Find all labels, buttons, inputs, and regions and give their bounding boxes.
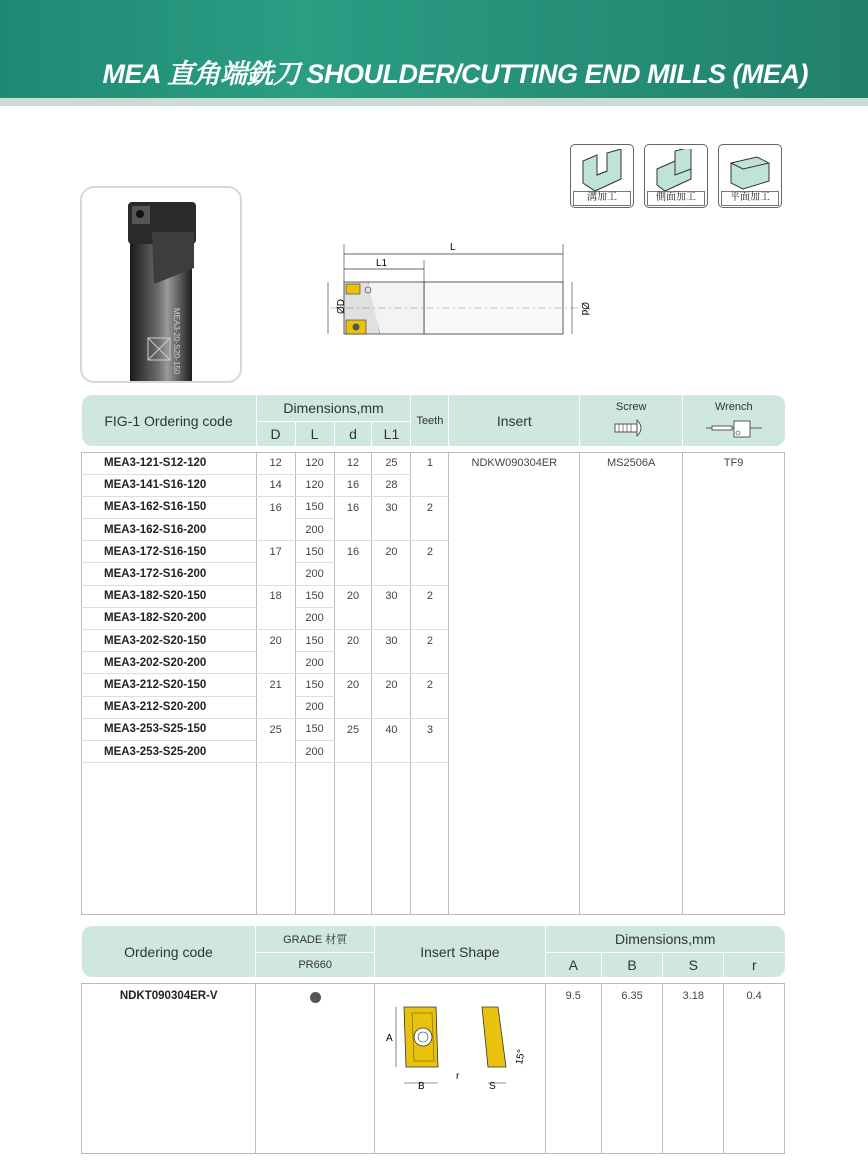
col-wrench xyxy=(683,395,785,446)
insert-shape-drawing xyxy=(376,985,544,1147)
table-row xyxy=(82,630,785,652)
cell-insert xyxy=(449,541,580,563)
cell-D: 20 xyxy=(256,630,295,652)
wrench-icon xyxy=(704,417,764,439)
cell-wrench: TF9 xyxy=(683,452,785,474)
table-row xyxy=(82,652,785,674)
table-row xyxy=(82,740,785,762)
insert-table-header xyxy=(82,926,785,983)
header-divider xyxy=(0,98,868,106)
cell-L1: 30 xyxy=(372,585,411,607)
dim-d-label: Ød xyxy=(579,302,590,316)
ordering-code: MEA3-162-S16-200 xyxy=(82,519,257,541)
cell-L: 150 xyxy=(295,630,334,652)
badge-label: 平面加工 xyxy=(721,191,779,206)
cell-L1 xyxy=(372,696,411,718)
col-insert-ordering-code: Ordering code xyxy=(82,926,256,977)
cell-insert xyxy=(449,474,580,496)
cell-screw xyxy=(580,740,683,762)
cell-d: 16 xyxy=(334,496,372,518)
col-teeth: Teeth xyxy=(411,395,449,446)
col-screw xyxy=(580,395,683,446)
cell-wrench xyxy=(683,652,785,674)
cell-wrench xyxy=(683,740,785,762)
cell-D: 21 xyxy=(256,674,295,696)
cell-insert: NDKW090304ER xyxy=(449,452,580,474)
table-row xyxy=(82,585,785,607)
cell-teeth xyxy=(411,607,449,629)
insert-table-body xyxy=(82,983,785,1153)
shape-label-A: A xyxy=(385,1032,393,1044)
cell-d xyxy=(334,519,372,541)
cell-L: 200 xyxy=(295,740,334,762)
cell-insert xyxy=(449,652,580,674)
ordering-code: MEA3-182-S20-150 xyxy=(82,585,257,607)
cell-teeth: 2 xyxy=(411,674,449,696)
ordering-code: MEA3-212-S20-200 xyxy=(82,696,257,718)
cell-screw xyxy=(580,607,683,629)
cell-wrench xyxy=(683,474,785,496)
end-mill-table xyxy=(81,395,785,915)
insert-code: NDKT090304ER-V xyxy=(82,983,256,1153)
cell-L1 xyxy=(372,519,411,541)
col-grade: GRADE 材質 xyxy=(256,926,374,952)
ordering-code: MEA3-202-S20-200 xyxy=(82,652,257,674)
cell-d: 16 xyxy=(334,474,372,496)
cell-L1: 40 xyxy=(372,718,411,740)
face-machining-icon xyxy=(725,149,777,195)
cell-L: 150 xyxy=(295,541,334,563)
slot-machining-icon xyxy=(577,149,629,195)
cell-L1 xyxy=(372,607,411,629)
cell-d xyxy=(334,652,372,674)
cell-d: 20 xyxy=(334,585,372,607)
cell-teeth xyxy=(411,696,449,718)
insert-shape-cell xyxy=(374,983,545,1153)
cell-L: 200 xyxy=(295,563,334,585)
ordering-code: MEA3-172-S16-200 xyxy=(82,563,257,585)
ordering-code: MEA3-253-S25-200 xyxy=(82,740,257,762)
cell-L: 200 xyxy=(295,607,334,629)
cell-teeth xyxy=(411,740,449,762)
cell-wrench xyxy=(683,630,785,652)
cell-screw xyxy=(580,496,683,518)
screw-icon xyxy=(613,417,649,439)
cell-teeth xyxy=(411,563,449,585)
cell-d: 20 xyxy=(334,674,372,696)
col-ordering-code: FIG-1 Ordering code xyxy=(82,395,257,446)
table-row xyxy=(82,474,785,496)
cell-D: 25 xyxy=(256,718,295,740)
cell-L1 xyxy=(372,563,411,585)
cell-teeth: 2 xyxy=(411,541,449,563)
table-row xyxy=(82,519,785,541)
cell-L1: 30 xyxy=(372,496,411,518)
cell-wrench xyxy=(683,674,785,696)
col-r: r xyxy=(724,952,785,977)
cell-D xyxy=(256,696,295,718)
cell-wrench xyxy=(683,541,785,563)
cell-wrench xyxy=(683,585,785,607)
cell-insert xyxy=(449,740,580,762)
cell-teeth: 3 xyxy=(411,718,449,740)
cell-D: 16 xyxy=(256,496,295,518)
cell-teeth xyxy=(411,519,449,541)
cell-L: 200 xyxy=(295,696,334,718)
cell-screw xyxy=(580,474,683,496)
cell-d: 25 xyxy=(334,718,372,740)
cell-D xyxy=(256,563,295,585)
cell-L: 200 xyxy=(295,519,334,541)
col-D: D xyxy=(256,421,295,446)
table-filler-row xyxy=(82,763,785,915)
cell-insert xyxy=(449,519,580,541)
cell-insert xyxy=(449,585,580,607)
cell-teeth xyxy=(411,652,449,674)
cell-L: 200 xyxy=(295,652,334,674)
ordering-code: MEA3-212-S20-150 xyxy=(82,674,257,696)
badge-label: 側面加工 xyxy=(647,191,705,206)
cell-L1: 28 xyxy=(372,474,411,496)
cell-L: 150 xyxy=(295,674,334,696)
cell-D: 12 xyxy=(256,452,295,474)
cell-screw xyxy=(580,630,683,652)
col-insert-shape: Insert Shape xyxy=(374,926,545,977)
shape-label-S: S xyxy=(488,1080,496,1092)
table-row xyxy=(82,452,785,474)
side-machining-icon xyxy=(651,149,703,195)
ordering-code: MEA3-253-S25-150 xyxy=(82,718,257,740)
cell-d xyxy=(334,740,372,762)
ordering-code: MEA3-162-S16-150 xyxy=(82,496,257,518)
table-row xyxy=(82,674,785,696)
table-row xyxy=(82,607,785,629)
cell-teeth: 1 xyxy=(411,452,449,474)
col-L: L xyxy=(295,421,334,446)
tool-photo xyxy=(80,186,242,383)
cell-D: 18 xyxy=(256,585,295,607)
cell-screw xyxy=(580,585,683,607)
tool-marking: MEA3-20·S20-150 xyxy=(172,308,181,375)
dim-L1-label: L1 xyxy=(376,258,388,269)
face-machining-badge xyxy=(718,144,782,208)
cell-teeth xyxy=(411,474,449,496)
ordering-code: MEA3-182-S20-200 xyxy=(82,607,257,629)
cell-insert xyxy=(449,718,580,740)
cell-wrench xyxy=(683,607,785,629)
col-S: S xyxy=(663,952,724,977)
cell-insert xyxy=(449,630,580,652)
cell-screw xyxy=(580,674,683,696)
cell-teeth: 2 xyxy=(411,496,449,518)
side-machining-badge xyxy=(644,144,708,208)
col-wrench-label: Wrench xyxy=(714,401,753,413)
cell-wrench xyxy=(683,519,785,541)
end-mill-image xyxy=(82,188,240,381)
page-header xyxy=(0,0,868,98)
cell-D xyxy=(256,740,295,762)
cell-L1: 25 xyxy=(372,452,411,474)
dim-D-label: ØD xyxy=(336,299,347,314)
cell-screw xyxy=(580,541,683,563)
col-A: A xyxy=(545,952,601,977)
cell-d: 16 xyxy=(334,541,372,563)
col-L1: L1 xyxy=(372,421,411,446)
col-dimensions: Dimensions,mm xyxy=(256,395,411,421)
table-row xyxy=(82,718,785,740)
ordering-code: MEA3-172-S16-150 xyxy=(82,541,257,563)
table-row xyxy=(82,496,785,518)
grade-cell xyxy=(256,983,374,1153)
insert-table xyxy=(81,926,785,1154)
cell-L1: 30 xyxy=(372,630,411,652)
cell-L: 150 xyxy=(295,496,334,518)
cell-D: 14 xyxy=(256,474,295,496)
insert-r: 0.4 xyxy=(724,983,785,1153)
col-insert: Insert xyxy=(449,395,580,446)
cell-teeth: 2 xyxy=(411,585,449,607)
insert-A: 9.5 xyxy=(545,983,601,1153)
cell-screw xyxy=(580,718,683,740)
badge-label: 溝加工 xyxy=(573,191,631,206)
table-row xyxy=(82,541,785,563)
cell-L: 120 xyxy=(295,474,334,496)
cell-wrench xyxy=(683,563,785,585)
cell-d xyxy=(334,607,372,629)
table-header xyxy=(82,395,785,452)
available-dot-icon xyxy=(310,992,321,1003)
cell-L1: 20 xyxy=(372,674,411,696)
shape-label-B: B xyxy=(417,1080,425,1092)
cell-insert xyxy=(449,496,580,518)
table-row xyxy=(82,983,785,1153)
cell-d xyxy=(334,696,372,718)
ordering-code: MEA3-121-S12-120 xyxy=(82,452,257,474)
insert-B: 6.35 xyxy=(601,983,663,1153)
table-body xyxy=(82,452,785,915)
cell-d: 12 xyxy=(334,452,372,474)
col-grade-name: PR660 xyxy=(256,952,374,977)
col-screw-label: Screw xyxy=(615,401,647,413)
col-d: d xyxy=(334,421,372,446)
cell-insert xyxy=(449,563,580,585)
cell-D xyxy=(256,607,295,629)
dim-L-label: L xyxy=(450,242,456,253)
cell-screw xyxy=(580,696,683,718)
cell-D xyxy=(256,652,295,674)
cell-L: 120 xyxy=(295,452,334,474)
shape-label-r: r xyxy=(455,1070,460,1082)
cell-wrench xyxy=(683,718,785,740)
table-row xyxy=(82,563,785,585)
col-B: B xyxy=(601,952,663,977)
cell-L1 xyxy=(372,740,411,762)
cell-L: 150 xyxy=(295,585,334,607)
cell-teeth: 2 xyxy=(411,630,449,652)
insert-S: 3.18 xyxy=(663,983,724,1153)
cell-L: 150 xyxy=(295,718,334,740)
cell-screw xyxy=(580,563,683,585)
shape-label-angle: 15° xyxy=(514,1048,528,1066)
ordering-code: MEA3-202-S20-150 xyxy=(82,630,257,652)
cell-D: 17 xyxy=(256,541,295,563)
cell-insert xyxy=(449,607,580,629)
dimension-diagram xyxy=(320,238,600,338)
cell-screw: MS2506A xyxy=(580,452,683,474)
cell-L1 xyxy=(372,652,411,674)
cell-d: 20 xyxy=(334,630,372,652)
cell-screw xyxy=(580,652,683,674)
slot-machining-badge xyxy=(570,144,634,208)
cell-L1: 20 xyxy=(372,541,411,563)
cell-D xyxy=(256,519,295,541)
cell-insert xyxy=(449,674,580,696)
cell-d xyxy=(334,563,372,585)
cell-screw xyxy=(580,519,683,541)
page-title: MEA 直角端銑刀 SHOULDER/CUTTING END MILLS (MEA) xyxy=(102,59,808,89)
ordering-code: MEA3-141-S16-120 xyxy=(82,474,257,496)
table-row xyxy=(82,696,785,718)
cell-wrench xyxy=(683,496,785,518)
col-insert-dimensions: Dimensions,mm xyxy=(545,926,784,952)
cell-insert xyxy=(449,696,580,718)
cell-wrench xyxy=(683,696,785,718)
